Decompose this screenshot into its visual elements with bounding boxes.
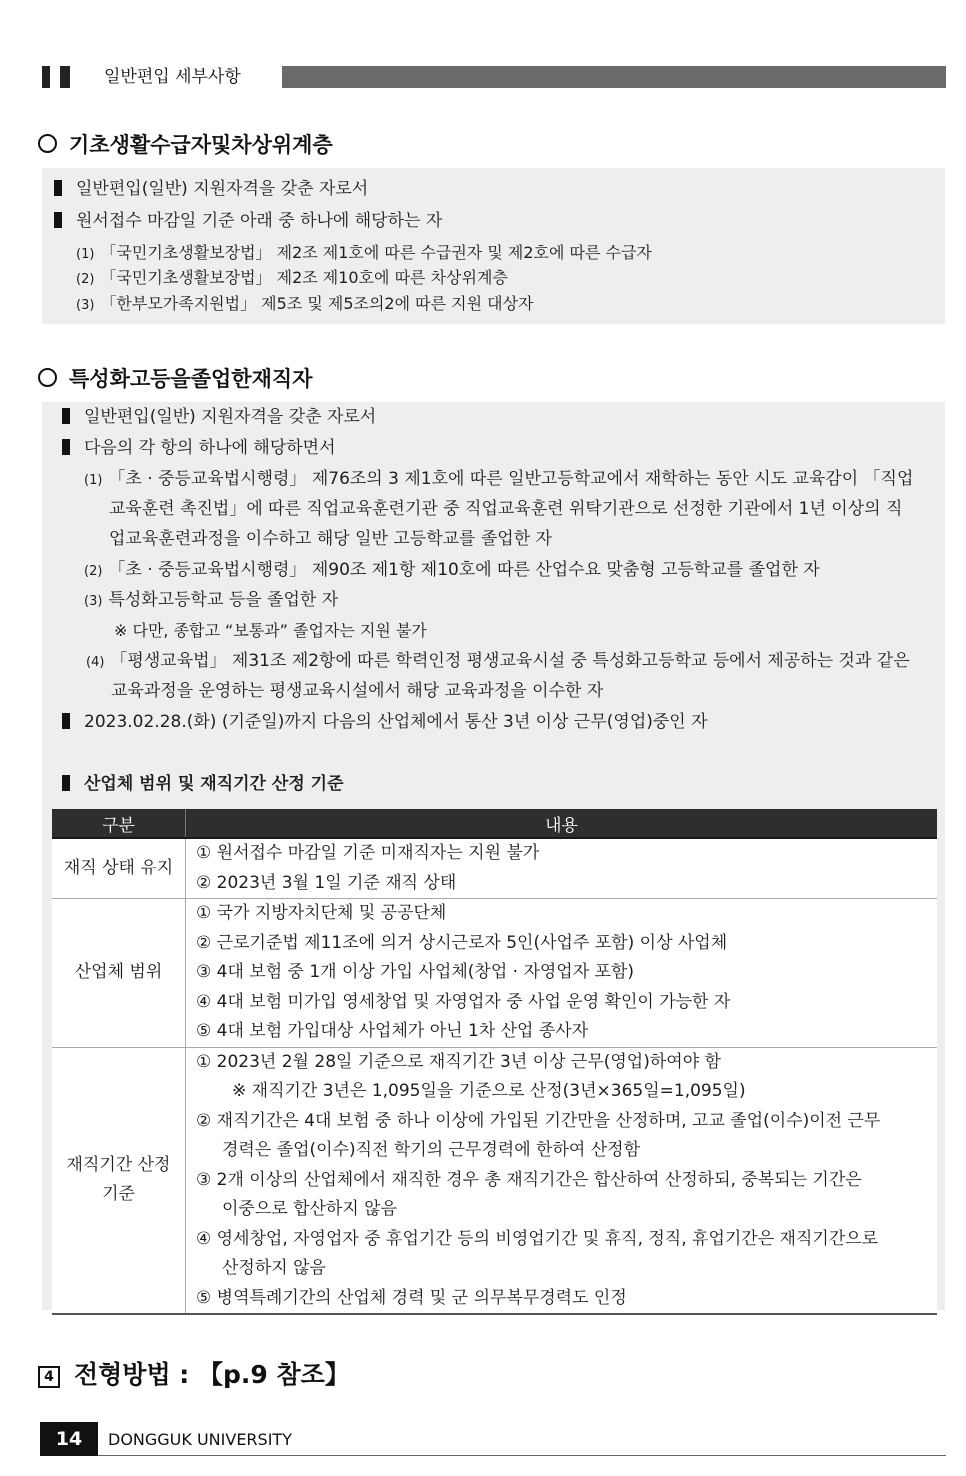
section-title: 특성화고등을졸업한재직자: [69, 367, 313, 391]
item-continuation: 교육과정을 운영하는 평생교육시설에서 해당 교육과정을 이수한 자: [111, 681, 604, 701]
table-row: [52, 899, 937, 1048]
circle-icon: [38, 368, 57, 387]
square-bullet-icon: [54, 180, 62, 196]
item-number: (1): [84, 473, 103, 488]
bullet-line: [62, 433, 336, 463]
item-number: (4): [86, 655, 105, 670]
header-title: 일반편입 세부사항: [104, 67, 241, 87]
row-category: 재직 상태 유지: [52, 838, 186, 899]
item-text: 「국민기초생활보장법」 제2조 제10호에 따른 차상위계층: [100, 268, 508, 287]
item-number: (2): [76, 272, 95, 287]
content-item: ① 국가 지방자치단체 및 공공단체: [196, 903, 447, 923]
item-text: 「초 · 중등교육법시행령」 제76조의 3 제1호에 따른 일반고등학교에서 재학하는 동안 시도 교육감이 「직업: [108, 469, 914, 489]
content-item: ③ 2개 이상의 산업체에서 재직한 경우 총 재직기간은 합산하여 산정하되, 중복되는 기간은: [196, 1169, 862, 1190]
circle-icon: [38, 134, 57, 153]
section-title: 기초생활수급자및차상위계층: [69, 133, 333, 157]
list-item: [76, 289, 534, 321]
square-bullet-icon: [62, 439, 70, 455]
content-item: ④ 영세창업, 자영업자 중 휴업기간 등의 비영업기간 및 휴직, 정직, 휴업기간은 재직기간으로: [196, 1228, 879, 1249]
item-text: 「평생교육법」 제31조 제2항에 따른 학력인정 평생교육시설 중 특성화고등학교 등에서 제공하는 것과 같은: [110, 651, 910, 671]
content-item: ① 2023년 2월 28일 기준으로 재직기간 3년 이상 근무(영업)하여야 함: [196, 1051, 721, 1072]
item-number: (2): [84, 564, 103, 579]
category-line: 기준: [102, 1184, 135, 1205]
item-continuation: 교육훈련 촉진법」에 따른 직업교육훈련기관 중 직업교육훈련 위탁기관으로 선정한 기관에서 1년 이상의 직: [109, 499, 903, 519]
section-heading: [38, 364, 312, 394]
list-item: [84, 464, 938, 496]
row-category: 산업체 범위: [52, 899, 186, 1048]
item-text: 「초 · 중등교육법시행령」 제90조 제1항 제10호에 따른 산업수요 맞춤형 고등학교를 졸업한 자: [108, 560, 820, 580]
table-row: [52, 838, 937, 899]
item-number: (3): [84, 594, 103, 609]
item-note: ※ 다만, 종합고 “보통과” 졸업자는 지원 불가: [114, 621, 427, 640]
item-number: (1): [76, 247, 95, 262]
content-continuation: 경력은 졸업(이수)직전 학기의 근무경력에 한하여 산정함: [222, 1140, 640, 1160]
criteria-table: [52, 809, 937, 1315]
subheading-text: 산업체 범위 및 재직기간 산정 기준: [84, 774, 344, 794]
row-content: [186, 838, 938, 899]
list-item: [86, 646, 910, 678]
bullet-text: 일반편입(일반) 지원자격을 갖춘 자로서: [76, 179, 369, 199]
page-number: 14: [40, 1422, 98, 1456]
bullet-text: 일반편입(일반) 지원자격을 갖춘 자로서: [84, 407, 377, 427]
footer-rule: [98, 1455, 946, 1456]
square-bullet-icon: [62, 713, 70, 729]
column-header: 구분: [52, 809, 186, 838]
content-note: ※ 재직기간 3년은 1,095일을 기준으로 산정(3년×365일=1,095일): [232, 1081, 746, 1101]
item-text: 「국민기초생활보장법」 제2조 제1호에 따른 수급권자 및 제2호에 따른 수급자: [100, 243, 652, 262]
header-mark: [60, 66, 70, 88]
bullet-text: 2023.02.28.(화) (기준일)까지 다음의 산업체에서 통산 3년 이상 근무(영업)중인 자: [84, 712, 708, 732]
bullet-line: [62, 707, 708, 737]
table-header-row: [52, 809, 937, 838]
content-item: ① 원서접수 마감일 기준 미재직자는 지원 불가: [196, 843, 540, 863]
section-title: 전형방법 : 【p.9 참조】: [74, 1360, 350, 1389]
university-name: DONGGUK UNIVERSITY: [108, 1430, 292, 1449]
section-heading: [38, 130, 333, 160]
content-item: ⑤ 4대 보험 가입대상 사업체가 아닌 1차 산업 종사자: [196, 1021, 589, 1041]
bullet-line: [62, 402, 376, 432]
category-line: 재직기간 산정: [66, 1155, 171, 1176]
square-bullet-icon: [54, 212, 62, 228]
item-text: 특성화고등학교 등을 졸업한 자: [108, 590, 339, 610]
item-continuation: 업교육훈련과정을 이수하고 해당 일반 고등학교를 졸업한 자: [109, 529, 552, 549]
content-item: ② 재직기간은 4대 보험 중 하나 이상에 가입된 기간만을 산정하며, 고교 졸업(이수)이전 근무: [196, 1110, 881, 1131]
column-header: 내용: [186, 809, 938, 838]
header-bar: [282, 66, 946, 88]
content-item: ② 근로기준법 제11조에 의거 상시근로자 5인(사업주 포함) 이상 사업체: [196, 932, 728, 953]
table-subheading: [62, 769, 344, 799]
header-mark: [42, 66, 50, 88]
row-category: [52, 1047, 186, 1314]
square-bullet-icon: [62, 408, 70, 424]
item-text: 「한부모가족지원법」 제5조 및 제5조의2에 따른 지원 대상자: [100, 294, 534, 313]
item-number: (3): [76, 298, 95, 313]
row-content: [186, 1047, 938, 1314]
content-continuation: 산정하지 않음: [222, 1258, 326, 1278]
square-bullet-icon: [62, 775, 70, 791]
section-number-box: 4: [38, 1366, 60, 1388]
bullet-line: [54, 206, 442, 236]
list-item: [84, 555, 820, 587]
bullet-line: [54, 174, 368, 204]
content-item: ③ 4대 보험 중 1개 이상 가입 사업체(창업 · 자영업자 포함): [196, 962, 635, 982]
bullet-text: 다음의 각 항의 하나에 해당하면서: [84, 438, 336, 458]
section-heading: [38, 1358, 350, 1392]
content-continuation: 이중으로 합산하지 않음: [222, 1199, 398, 1219]
bullet-text: 원서접수 마감일 기준 아래 중 하나에 해당하는 자: [76, 211, 443, 231]
row-content: [186, 899, 938, 1048]
content-item: ④ 4대 보험 미가입 영세창업 및 자영업자 중 사업 운영 확인이 가능한 자: [196, 991, 731, 1012]
list-item: [84, 585, 338, 617]
table-row: [52, 1047, 937, 1314]
content-item: ② 2023년 3월 1일 기준 재직 상태: [196, 872, 457, 893]
content-item: ⑤ 병역특례기간의 산업체 경력 및 군 의무복무경력도 인정: [196, 1287, 627, 1308]
